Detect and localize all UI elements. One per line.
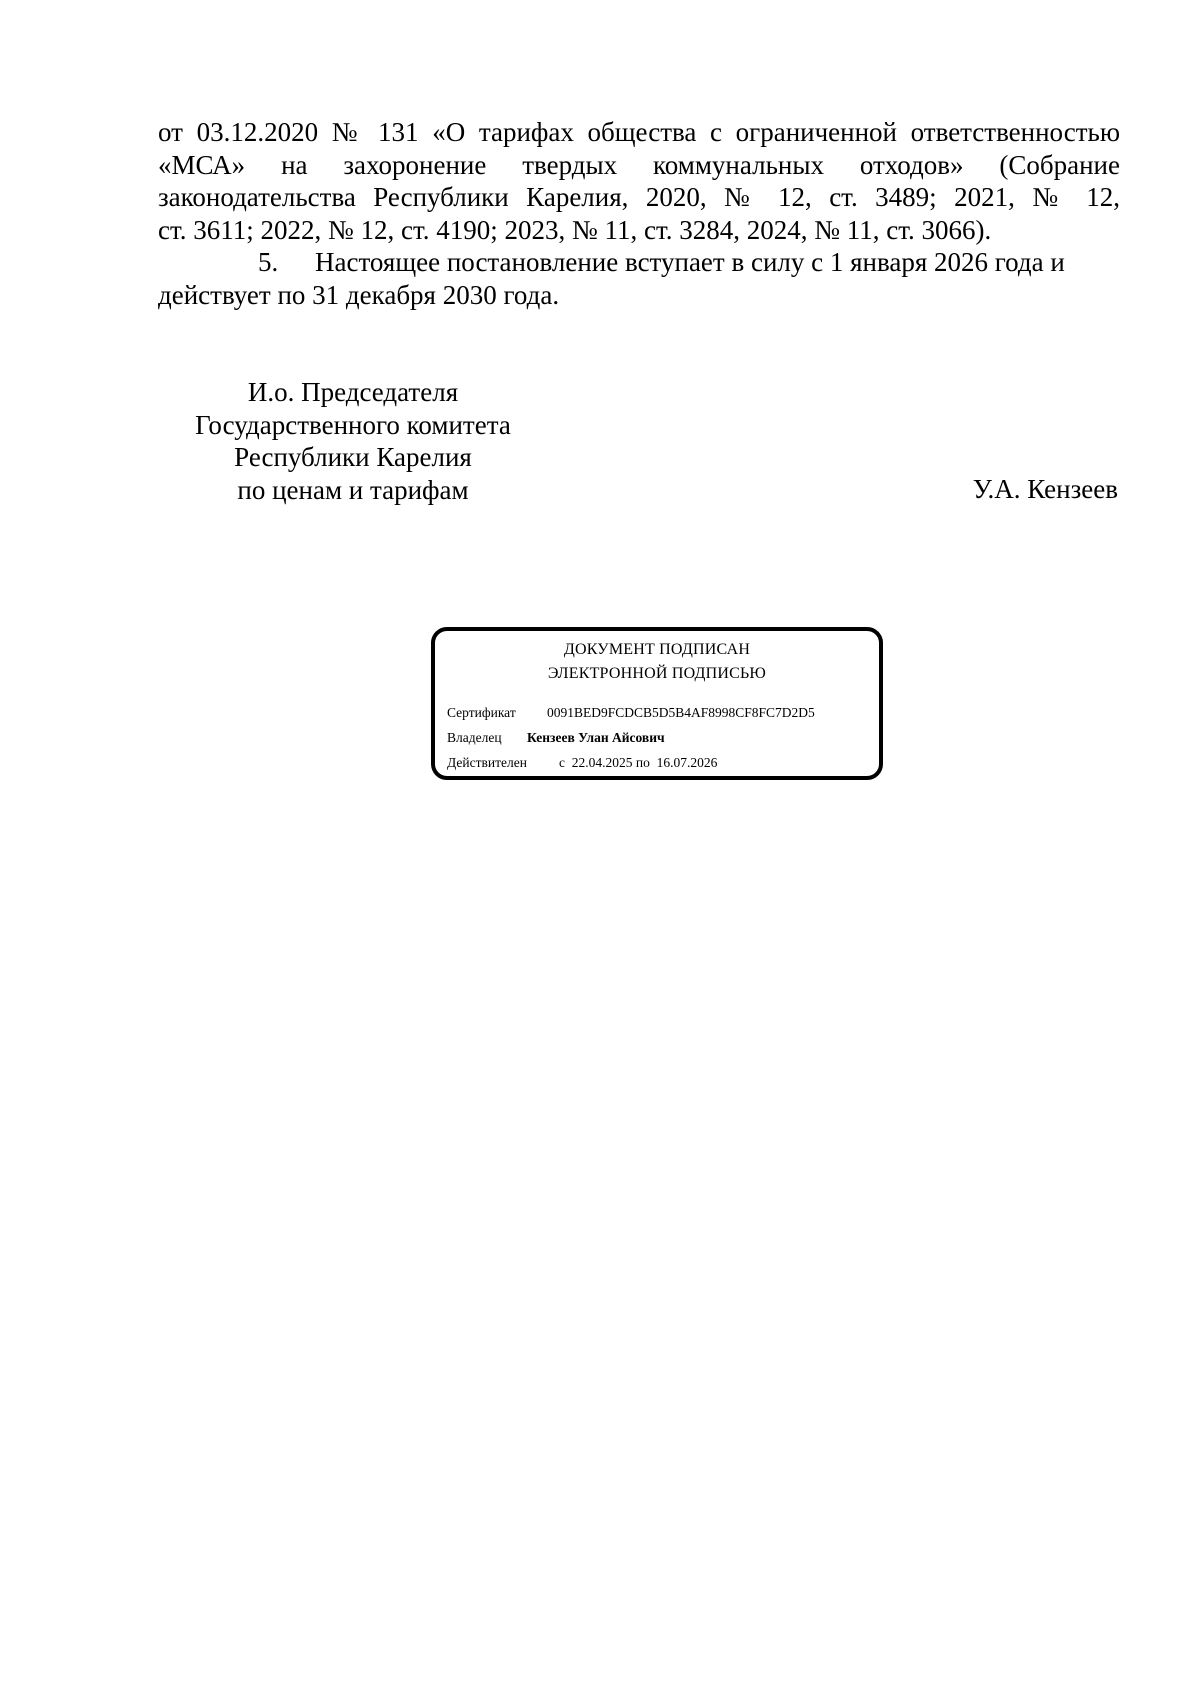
- certificate-value: 0091BED9FCDCB5D5B4AF8998CF8FC7D2D5: [547, 705, 815, 720]
- signatory-title-line: И.о. Председателя: [247, 377, 459, 407]
- signatory-title-line: Республики Карелия: [234, 442, 472, 472]
- validity-value: с 22.04.2025 по 16.07.2026: [559, 755, 718, 770]
- signatory-name: У.А. Кензеев: [972, 474, 1118, 504]
- stamp-title-line: ЭЛЕКТРОННОЙ ПОДПИСЬЮ: [547, 665, 767, 682]
- paragraph-5: [158, 246, 1120, 311]
- validity-label: Действителен: [447, 755, 527, 770]
- paragraph-number: 5.: [258, 247, 279, 277]
- signatory-title-line: по ценам и тарифам: [237, 474, 469, 505]
- certificate-label: Сертификат: [447, 705, 516, 720]
- paragraph-line: Настоящее постановление вступает в силу с 1 января 2026 года и: [315, 247, 1065, 277]
- signatory-title-line: Государственного комитета: [195, 409, 511, 440]
- owner-value: Кензеев Улан Айсович: [527, 730, 665, 745]
- stamp-owner-row: [447, 729, 665, 747]
- stamp-validity-row: [447, 754, 717, 772]
- paragraph-line: «МСА» на захоронение твердых коммунальных отходов» (Собрание: [158, 149, 1120, 180]
- stamp-title-line: ДОКУМЕНТ ПОДПИСАН: [563, 641, 751, 658]
- signatory-title: [178, 376, 528, 506]
- paragraph-line: законодательства Республики Карелия, 2020, № 12, ст. 3489; 2021, № 12,: [158, 182, 1120, 212]
- stamp-certificate-row: [447, 704, 815, 722]
- paragraph-line: ст. 3611; 2022, № 12, ст. 4190; 2023, № 11, ст. 3284, 2024, № 11, ст. 3066).: [158, 214, 992, 245]
- electronic-signature-stamp: [431, 627, 883, 780]
- paragraph-continuation: [158, 116, 1120, 246]
- owner-label: Владелец: [447, 730, 502, 745]
- paragraph-line: от 03.12.2020 № 131 «О тарифах общества с ограниченной ответственностью: [158, 117, 1120, 147]
- paragraph-line: действует по 31 декабря 2030 года.: [158, 279, 560, 310]
